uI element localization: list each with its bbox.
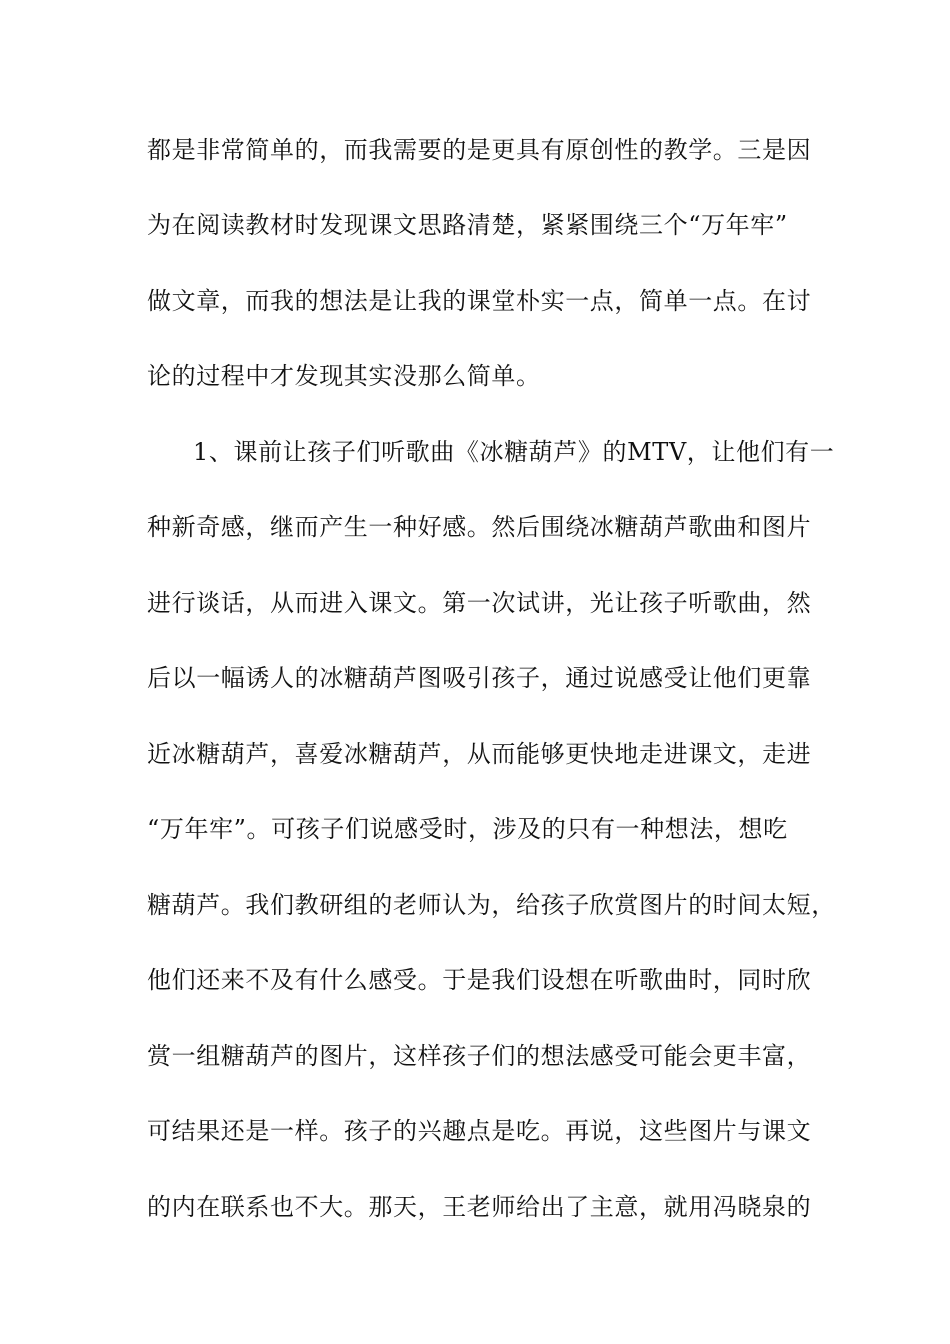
text-line-6: 种新奇感，继而产生一种好感。然后围绕冰糖葫芦歌曲和图片 xyxy=(147,513,812,541)
text-line-4: 论的过程中才发现其实没那么简单。 xyxy=(147,362,541,390)
text-line-7: 进行谈话，从而进入课文。第一次试讲，光让孩子听歌曲，然 xyxy=(147,589,812,617)
text-line-2: 为在阅读教材时发现课文思路清楚，紧紧围绕三个“万年牢” xyxy=(147,211,788,239)
text-line-5: 1、课前让孩子们听歌曲《冰糖葫芦》的MTV，让他们有一 xyxy=(193,438,835,466)
text-line-10: “万年牢”。可孩子们说感受时，涉及的只有一种想法，想吃 xyxy=(147,815,788,843)
text-line-14: 可结果还是一样。孩子的兴趣点是吃。再说，这些图片与课文 xyxy=(147,1117,812,1145)
text-line-1: 都是非常简单的，而我需要的是更具有原创性的教学。三是因 xyxy=(147,136,812,164)
text-line-11: 糖葫芦。我们教研组的老师认为，给孩子欣赏图片的时间太短， xyxy=(147,891,836,919)
text-line-12: 他们还来不及有什么感受。于是我们设想在听歌曲时，同时欣 xyxy=(147,966,812,994)
text-line-15: 的内在联系也不大。那天，王老师给出了主意，就用冯晓泉的 xyxy=(147,1193,812,1221)
text-line-13: 赏一组糖葫芦的图片，这样孩子们的想法感受可能会更丰富， xyxy=(147,1042,812,1070)
text-line-8: 后以一幅诱人的冰糖葫芦图吸引孩子，通过说感受让他们更靠 xyxy=(147,664,812,692)
text-line-3: 做文章，而我的想法是让我的课堂朴实一点，简单一点。在讨 xyxy=(147,287,812,315)
text-line-9: 近冰糖葫芦，喜爱冰糖葫芦，从而能够更快地走进课文，走进 xyxy=(147,740,812,768)
